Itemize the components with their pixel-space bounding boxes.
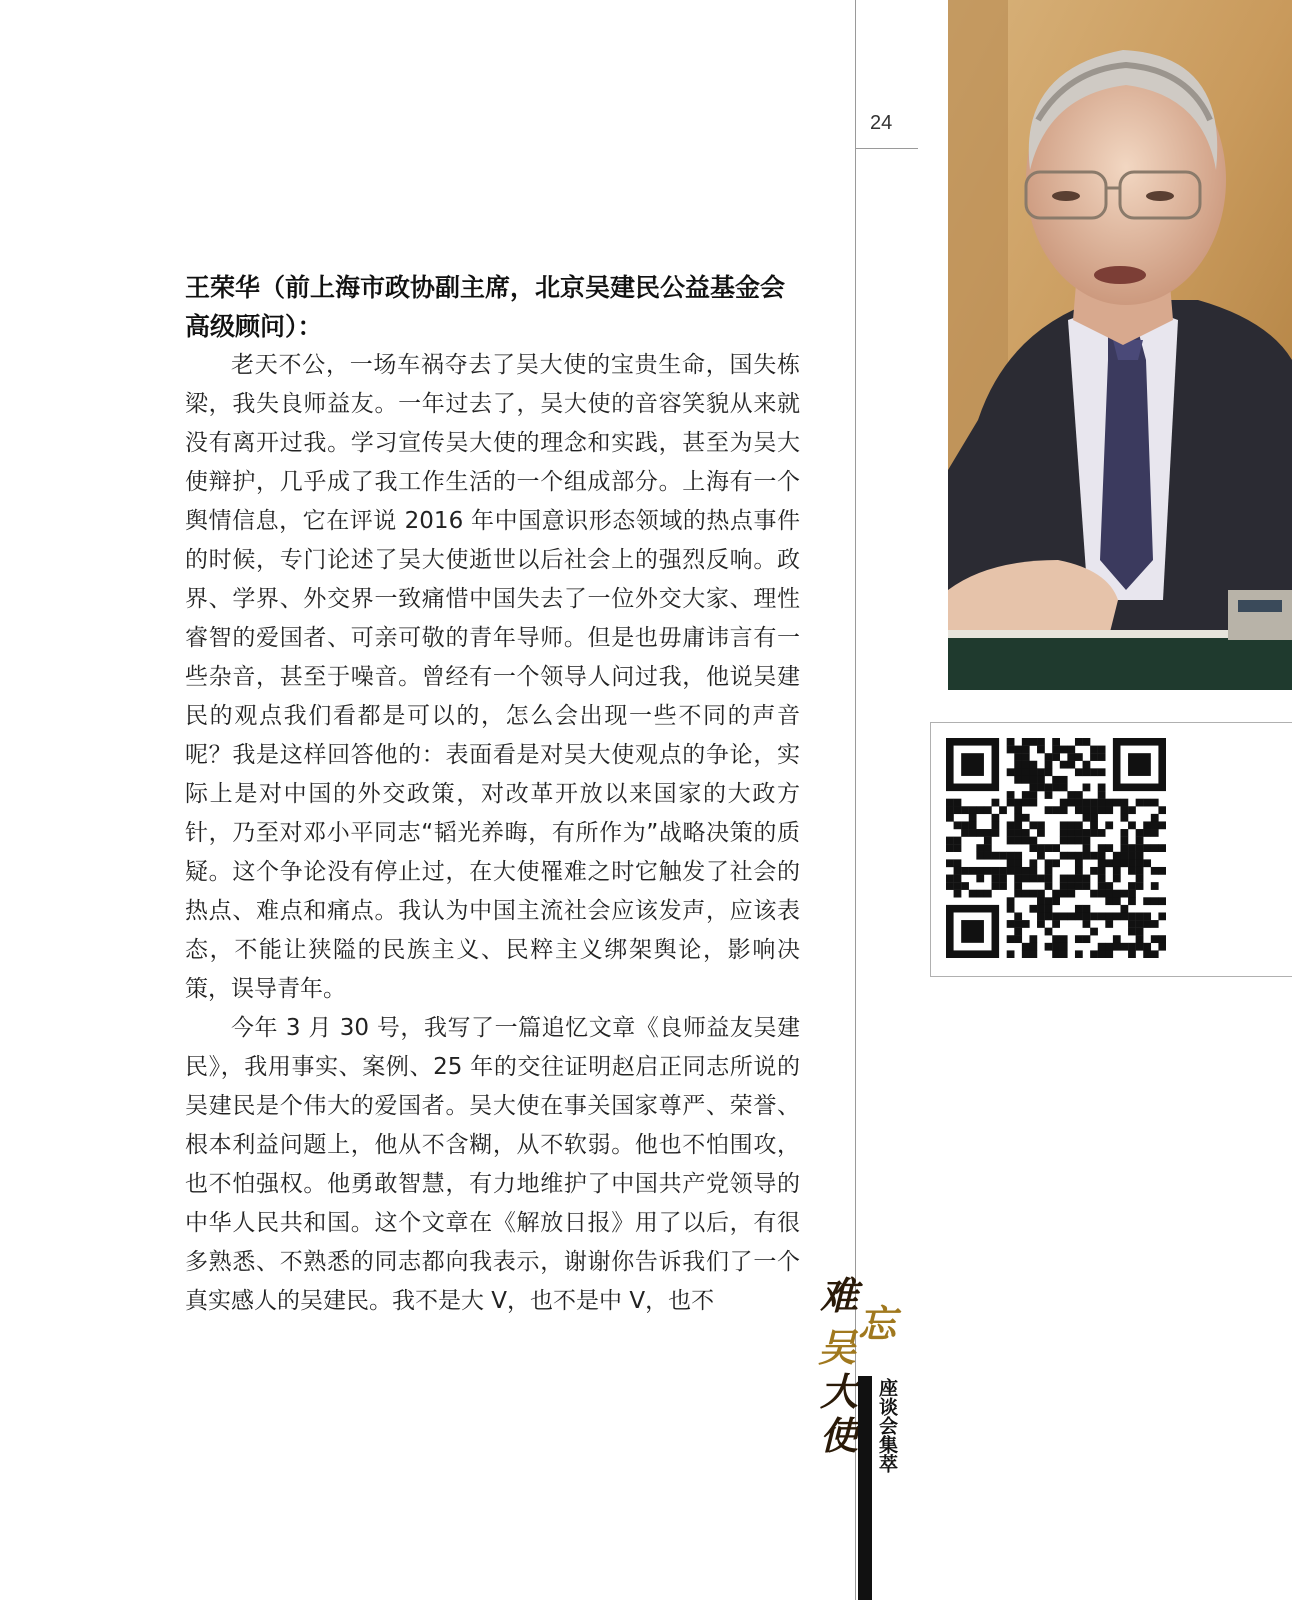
page-number: 24 bbox=[870, 112, 893, 134]
qr-frame-top bbox=[930, 722, 1292, 723]
qr-code-icon[interactable] bbox=[946, 738, 1166, 958]
article-body bbox=[185, 268, 800, 1321]
speaker-heading: 王荣华（前上海市政协副主席，北京吴建民公益基金会高级顾问）： bbox=[185, 273, 786, 341]
qr-frame-bottom bbox=[930, 976, 1292, 977]
book-title-char: 难 bbox=[820, 1273, 859, 1318]
book-subtitle: 座谈会集萃 bbox=[876, 1378, 898, 1473]
book-title-char: 忘 bbox=[858, 1301, 897, 1346]
book-title-char: 大 bbox=[820, 1369, 859, 1414]
qr-frame-left bbox=[930, 722, 931, 976]
article-paragraph: 老天不公，一场车祸夺去了吴大使的宝贵生命，国失栋梁，我失良师益友。一年过去了，吴大使的音容笑貌从来就没有离开过我。学习宣传吴大使的理念和实践，甚至为吴大使辩护，几乎成了我工作生活的一个组成部分。上海有一个舆情信息，它在评说 2016 年中国意识形态领域的热点事件的时候，专门论述了吴大使逝世以后社会上的强烈反响。政界、学界、外交界一致痛惜中国失去了一位外交大家、理性睿智的爱国者、可亲可敬的青年导师。但是也毋庸讳言有一些杂音，甚至于噪音。曾经有一个领导人问过我，他说吴建民的观点我们看都是可以的，怎么会出现一些不同的声音呢？我是这样回答他的：表面看是对吴大使观点的争论，实际上是对中国的外交政策，对改革开放以来国家的大政方针，乃至对邓小平同志“韬光养晦，有所作为”战略决策的质疑。这个争论没有停止过，在大使罹难之时它触发了社会的热点、难点和痛点。我认为中国主流社会应该发声，应该表态，不能让狭隘的民族主义、民粹主义绑架舆论，影响决策，误导青年。 bbox=[185, 352, 800, 1002]
book-title-char: 吴 bbox=[818, 1325, 857, 1370]
speaker-portrait bbox=[948, 0, 1292, 690]
article-paragraph: 今年 3 月 30 号，我写了一篇追忆文章《良师益友吴建民》，我用事实、案例、25 年的交往证明赵启正同志所说的吴建民是个伟大的爱国者。吴大使在事关国家尊严、荣誉、根本利益问题上，他从不含糊，从不软弱。他也不怕围攻，也不怕强权。他勇敢智慧，有力地维护了中国共产党领导的中华人民共和国。这个文章在《解放日报》用了以后，有很多熟悉、不熟悉的同志都向我表示，谢谢你告诉我们了一个真实感人的吴建民。我不是大 V，也不是中 V，也不 bbox=[185, 1015, 800, 1314]
page-number-rule bbox=[856, 148, 918, 149]
book-title-char: 使 bbox=[820, 1413, 859, 1458]
book-subtitle-bar bbox=[858, 1376, 872, 1600]
